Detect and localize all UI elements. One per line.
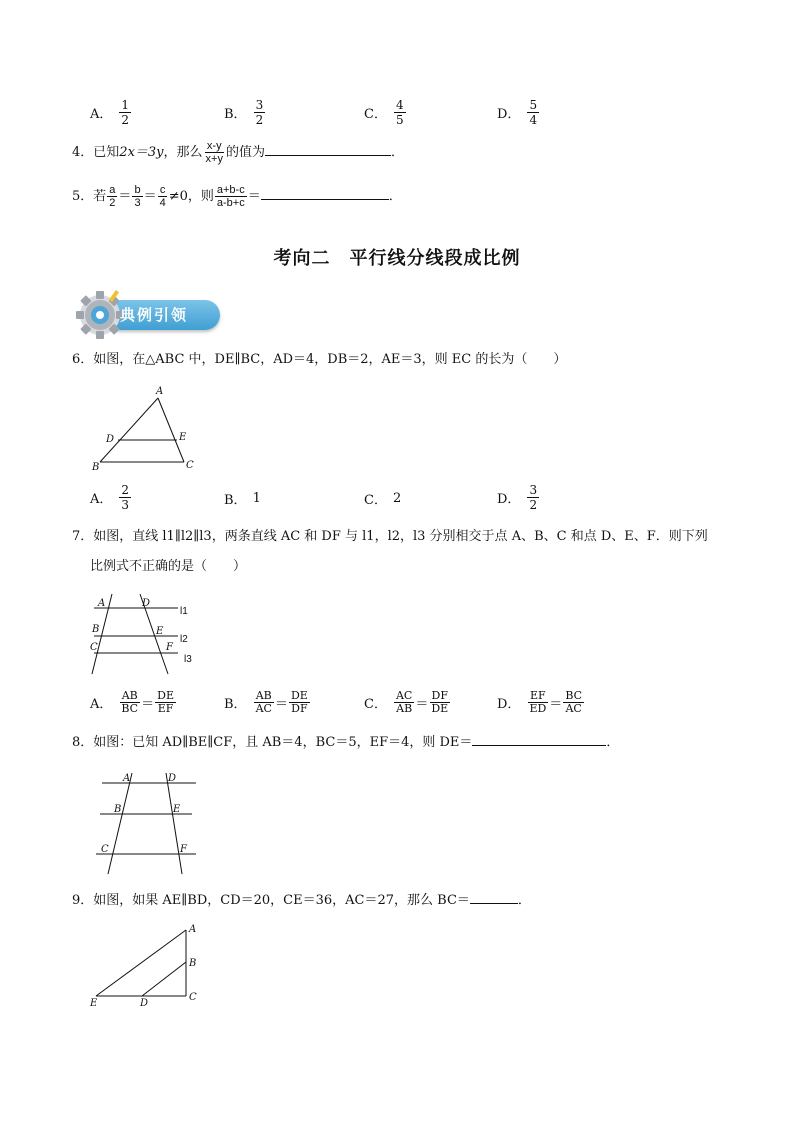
point-label: B	[92, 624, 100, 635]
point-label: A	[123, 773, 131, 784]
q4-fraction: $\frac{x-y}{x+y}$	[205, 140, 223, 165]
question-7-line-1: 7．如图，直线 l1∥l2∥l3，两条直线 AC 和 DF 与 l1，l2，l3 分别相交于点 A、B、C 和点 D、E、F．则下列	[72, 529, 708, 544]
q3-option-a[interactable]	[90, 98, 132, 127]
q6-option-d[interactable]: D． $\frac{3}{2}$	[497, 483, 538, 512]
point-label: B	[114, 804, 122, 815]
q5-answer-blank[interactable]	[261, 187, 389, 200]
q5-fraction-d: $\frac{a+b-c}{a-b+c}$	[216, 184, 245, 209]
q7-parallel-lines-figure	[84, 590, 204, 676]
q5-fraction-a: $\frac{a}{2}$	[109, 184, 116, 209]
line-db	[142, 962, 186, 996]
q7-option-c[interactable]: C． $\frac{AC}{AB}$ ＝ $\frac{DF}{DE}$	[364, 689, 449, 715]
option-label: D．	[497, 107, 521, 122]
point-label: E	[90, 998, 98, 1009]
option-fraction: $\frac{1}{2}$	[121, 98, 130, 127]
option-label: C．	[364, 107, 387, 122]
question-8: 8．如图：已知 AD∥BE∥CF，且 AB＝4，BC＝5，EF＝4，则 DE＝ ．	[72, 735, 620, 750]
section-heading: 考向二 平行线分线段成比例	[273, 248, 521, 269]
example-badge	[76, 288, 222, 340]
point-label: D	[106, 434, 115, 445]
point-label: F	[166, 642, 173, 653]
q5-fraction-c: $\frac{c}{4}$	[159, 184, 166, 209]
line-ac	[108, 773, 132, 874]
q5-fraction-b: $\frac{b}{3}$	[134, 184, 141, 209]
point-label: E	[173, 804, 181, 815]
point-label: D	[142, 598, 151, 609]
q7-option-a[interactable]: A． $\frac{AB}{BC}$ ＝ $\frac{DE}{EF}$	[90, 689, 174, 715]
q6-triangle-figure	[86, 384, 206, 476]
question-6: 6．如图，在△ABC 中，DE∥BC，AD＝4，DB＝2，AE＝3，则 EC 的长为（ ）	[72, 352, 567, 367]
q8-answer-blank[interactable]	[472, 733, 606, 746]
question-7-line-2: 比例式不正确的是（ ）	[90, 559, 247, 574]
q4-answer-blank[interactable]	[265, 143, 391, 156]
line-label: l2	[180, 634, 188, 645]
point-label: A	[189, 924, 197, 935]
q8-parallel-lines-figure	[92, 768, 202, 876]
line-label: l1	[180, 606, 188, 617]
point-label: B	[92, 462, 100, 473]
point-label: F	[180, 844, 187, 855]
question-5: 5．若 $\frac{a}{2}$ ＝ $\frac{b}{3}$ ＝ $\frac{c}{4}$ ≠0，则 $\frac{a+b-c}{a-b+c}$ ＝ ．	[72, 184, 402, 209]
badge-label: 典例引领	[120, 306, 189, 324]
option-label: B．	[224, 107, 247, 122]
q9-answer-blank[interactable]	[470, 891, 518, 904]
line-ac	[158, 398, 184, 462]
q3-option-b[interactable]	[224, 98, 266, 127]
q3-option-c[interactable]	[364, 98, 407, 127]
point-label: E	[156, 626, 164, 637]
q6-option-a[interactable]: A． $\frac{2}{3}$	[90, 483, 130, 512]
q9-triangle-figure	[84, 920, 208, 1012]
option-label: A．	[90, 107, 113, 122]
q7-option-d[interactable]: D． $\frac{EF}{ED}$ ＝ $\frac{BC}{AC}$	[497, 689, 583, 715]
point-label: D	[168, 773, 177, 784]
point-label: B	[189, 958, 197, 969]
line-ea	[96, 930, 186, 996]
point-label: C	[189, 992, 197, 1003]
point-label: C	[101, 844, 109, 855]
option-fraction: $\frac{4}{5}$	[395, 98, 404, 127]
question-9: 9．如图，如果 AE∥BD，CD＝20，CE＝36，AC＝27，那么 BC＝ ．	[72, 893, 531, 908]
q6-option-c[interactable]: C． 2	[364, 491, 402, 508]
q6-option-b[interactable]: B． 1	[224, 491, 261, 508]
point-label: C	[186, 460, 194, 471]
q3-option-d[interactable]	[497, 98, 540, 127]
line-ab	[100, 398, 158, 462]
point-label: E	[179, 432, 187, 443]
point-label: C	[90, 642, 98, 653]
option-fraction: $\frac{3}{2}$	[255, 98, 264, 127]
line-df	[166, 773, 182, 874]
line-label: l3	[184, 654, 192, 665]
point-label: A	[156, 386, 164, 397]
point-label: D	[140, 998, 149, 1009]
option-fraction: $\frac{5}{4}$	[529, 98, 538, 127]
q7-option-b[interactable]: B． $\frac{AB}{AC}$ ＝ $\frac{DE}{DF}$	[224, 689, 308, 715]
question-4: 4．已知2x＝3y，那么 $\frac{x-y}{x+y}$ 的值为 ．	[72, 140, 404, 165]
point-label: A	[98, 598, 106, 609]
